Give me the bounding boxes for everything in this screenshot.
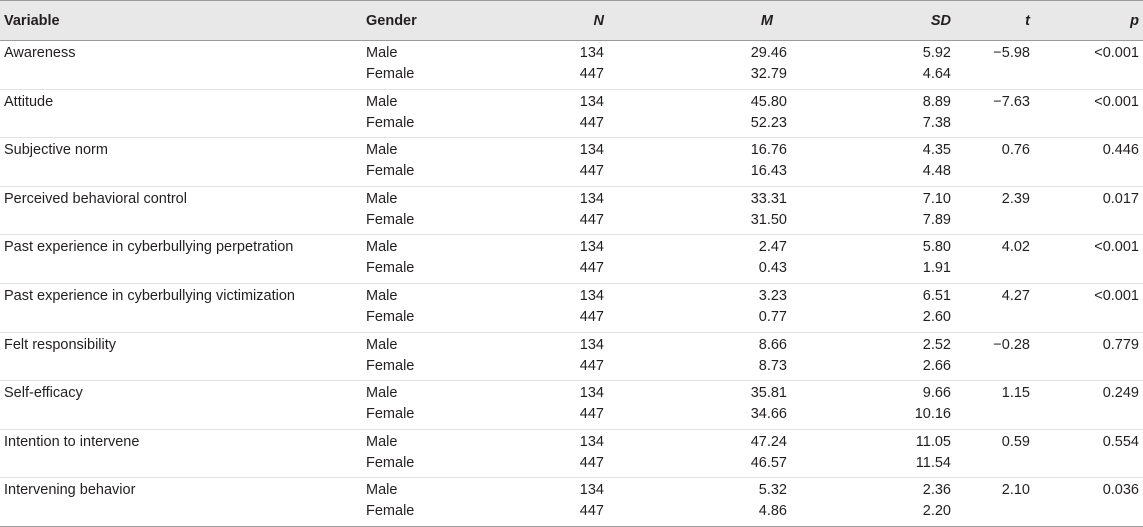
gender-cell [366,332,486,381]
gender-male-label: Male [366,190,398,207]
p-cell [1060,429,1143,478]
variable-label: Awareness [4,45,76,61]
sd-male-value: 5.80 [922,239,951,256]
sd-female-value: 2.66 [922,357,951,374]
n-female-value: 447 [579,503,604,520]
header-row [0,1,1143,41]
sd-male-value: 6.51 [922,287,951,304]
n-cell [486,138,606,187]
gender-male-label: Male [366,93,398,110]
n-male-value: 134 [579,482,604,499]
t-value: −0.28 [993,336,1030,353]
table-row [0,332,1143,381]
variable-label: Attitude [4,93,54,110]
n-cell [486,186,606,235]
variable-cell [0,381,366,430]
m-female-value: 52.23 [750,114,787,131]
variable-cell [0,186,366,235]
n-female-value: 447 [579,454,604,471]
n-cell [486,478,606,527]
gender-cell [366,283,486,332]
t-cell [956,381,1060,430]
table-row [0,186,1143,235]
m-male-value: 45.80 [750,93,787,110]
n-cell [486,283,606,332]
t-value: 0.76 [1001,142,1030,159]
gender-female-label: Female [366,66,415,82]
m-cell [606,41,811,90]
p-cell [1060,478,1143,527]
gender-cell [366,478,486,527]
variable-cell [0,89,366,138]
table-row [0,89,1143,138]
m-male-value: 35.81 [750,385,787,402]
p-value: 0.554 [1102,433,1139,450]
m-female-value: 46.57 [750,454,787,471]
t-value: 1.15 [1001,385,1030,402]
gender-female-label: Female [366,163,415,180]
table-row [0,235,1143,284]
p-value: 0.249 [1102,385,1139,402]
gender-female-label: Female [366,260,415,277]
gender-male-label: Male [366,142,398,159]
sd-cell [811,41,956,90]
t-value: 4.02 [1001,239,1030,256]
sd-male-value: 8.89 [922,93,951,110]
m-female-value: 34.66 [750,406,787,423]
variable-cell [0,332,366,381]
m-cell [606,186,811,235]
t-cell [956,138,1060,187]
m-male-value: 3.23 [758,287,787,304]
variable-cell [0,138,366,187]
header-sd: SD [811,1,956,41]
m-cell [606,478,811,527]
n-male-value: 134 [579,385,604,402]
sd-cell [811,283,956,332]
table-row [0,429,1143,478]
gender-cell [366,235,486,284]
variable-label: Intention to intervene [4,433,140,450]
n-female-value: 447 [579,406,604,423]
sd-female-value: 7.38 [922,114,951,131]
n-male-value: 134 [579,142,604,159]
n-cell [486,41,606,90]
variable-label: Intervening behavior [4,482,136,499]
n-female-value: 447 [579,114,604,131]
variable-cell [0,478,366,527]
gender-cell [366,429,486,478]
n-female-value: 447 [579,66,604,82]
sd-male-value: 2.52 [922,336,951,353]
m-cell [606,89,811,138]
m-male-value: 16.76 [750,142,787,159]
gender-male-label: Male [366,336,398,353]
gender-male-label: Male [366,45,398,61]
sd-female-value: 10.16 [914,406,951,423]
n-female-value: 447 [579,308,604,325]
sd-male-value: 5.92 [922,45,951,61]
header-m: M [606,1,811,41]
variable-label: Self-efficacy [4,385,83,402]
p-cell [1060,186,1143,235]
sd-female-value: 11.54 [915,454,951,471]
m-cell [606,332,811,381]
t-cell [956,429,1060,478]
table-row [0,138,1143,187]
m-cell [606,429,811,478]
t-cell [956,332,1060,381]
sd-male-value: 2.36 [922,482,951,499]
n-cell [486,332,606,381]
t-cell [956,89,1060,138]
gender-male-label: Male [366,385,398,402]
t-cell [956,283,1060,332]
table-row [0,283,1143,332]
t-value: 2.39 [1001,190,1030,207]
gender-female-label: Female [366,406,415,423]
t-value: −5.98 [993,45,1030,61]
t-value: 0.59 [1001,433,1030,450]
t-cell [956,235,1060,284]
variable-label: Subjective norm [4,142,108,159]
n-male-value: 134 [579,336,604,353]
table-header [0,1,1143,41]
t-cell [956,478,1060,527]
m-cell [606,381,811,430]
sd-male-value: 11.05 [915,433,951,450]
gender-male-label: Male [366,482,398,499]
p-value: <0.001 [1094,287,1139,304]
m-female-value: 0.77 [758,308,787,325]
n-female-value: 447 [579,357,604,374]
variable-cell [0,235,366,284]
sd-male-value: 9.66 [922,385,951,402]
m-female-value: 16.43 [750,163,787,180]
gender-female-label: Female [366,308,415,325]
m-cell [606,138,811,187]
m-male-value: 2.47 [758,239,787,256]
p-value: <0.001 [1094,45,1139,61]
gender-male-label: Male [366,239,398,256]
sd-cell [811,186,956,235]
t-value: −7.63 [993,93,1030,110]
n-male-value: 134 [579,433,604,450]
t-value: 2.10 [1001,482,1030,499]
gender-cell [366,41,486,90]
table-row [0,478,1143,527]
variable-cell [0,41,366,90]
sd-cell [811,429,956,478]
header-t: t [956,1,1060,41]
n-cell [486,235,606,284]
variable-label: Perceived behavioral control [4,190,187,207]
n-cell [486,381,606,430]
sd-female-value: 2.60 [922,308,951,325]
header-variable: Variable [0,1,366,41]
sd-cell [811,138,956,187]
t-cell [956,41,1060,90]
variable-label: Past experience in cyberbullying perpetration [4,239,294,256]
sd-cell [811,332,956,381]
gender-male-label: Male [366,287,398,304]
m-female-value: 4.86 [758,503,787,520]
p-value: <0.001 [1094,239,1139,256]
n-female-value: 447 [579,260,604,277]
gender-female-label: Female [366,454,415,471]
m-cell [606,235,811,284]
variable-cell [0,429,366,478]
table-row [0,381,1143,430]
p-cell [1060,283,1143,332]
n-female-value: 447 [579,211,604,228]
gender-cell [366,381,486,430]
sd-female-value: 7.89 [922,211,951,228]
header-n: N [486,1,606,41]
gender-female-label: Female [366,114,415,131]
m-female-value: 32.79 [750,66,787,82]
sd-cell [811,478,956,527]
m-male-value: 5.32 [758,482,787,499]
m-female-value: 0.43 [758,260,787,277]
gender-female-label: Female [366,211,415,228]
sd-cell [811,89,956,138]
m-cell [606,283,811,332]
m-male-value: 33.31 [750,190,787,207]
p-value: 0.779 [1102,336,1139,353]
sd-female-value: 4.48 [922,163,951,180]
gender-cell [366,186,486,235]
n-cell [486,89,606,138]
gender-male-label: Male [366,433,398,450]
sd-male-value: 4.35 [922,142,951,159]
gender-cell [366,89,486,138]
variable-label: Past experience in cyberbullying victimization [4,287,295,304]
t-value: 4.27 [1001,287,1030,304]
p-cell [1060,332,1143,381]
sd-cell [811,235,956,284]
t-cell [956,186,1060,235]
p-cell [1060,235,1143,284]
header-p: p [1060,1,1143,41]
n-female-value: 447 [579,163,604,180]
header-gender: Gender [366,1,486,41]
gender-female-label: Female [366,503,415,520]
m-female-value: 31.50 [750,211,787,228]
n-male-value: 134 [579,45,604,61]
sd-cell [811,381,956,430]
sd-female-value: 2.20 [922,503,951,520]
m-male-value: 8.66 [758,336,787,353]
gender-cell [366,138,486,187]
n-male-value: 134 [579,190,604,207]
variable-label: Felt responsibility [4,336,117,353]
p-cell [1060,41,1143,90]
n-male-value: 134 [579,239,604,256]
p-value: 0.017 [1102,190,1139,207]
p-value: 0.446 [1102,142,1139,159]
sd-female-value: 4.64 [922,66,951,82]
variable-cell [0,283,366,332]
sd-male-value: 7.10 [922,190,951,207]
sd-female-value: 1.91 [922,260,951,277]
m-female-value: 8.73 [758,357,787,374]
p-cell [1060,381,1143,430]
m-male-value: 29.46 [750,45,787,61]
p-cell [1060,138,1143,187]
n-cell [486,429,606,478]
n-male-value: 134 [579,93,604,110]
p-value: 0.036 [1102,482,1139,499]
gender-female-label: Female [366,357,415,374]
n-male-value: 134 [579,287,604,304]
p-value: <0.001 [1094,93,1139,110]
table-body [0,41,1143,527]
p-cell [1060,89,1143,138]
m-male-value: 47.24 [750,433,787,450]
table-row [0,41,1143,90]
